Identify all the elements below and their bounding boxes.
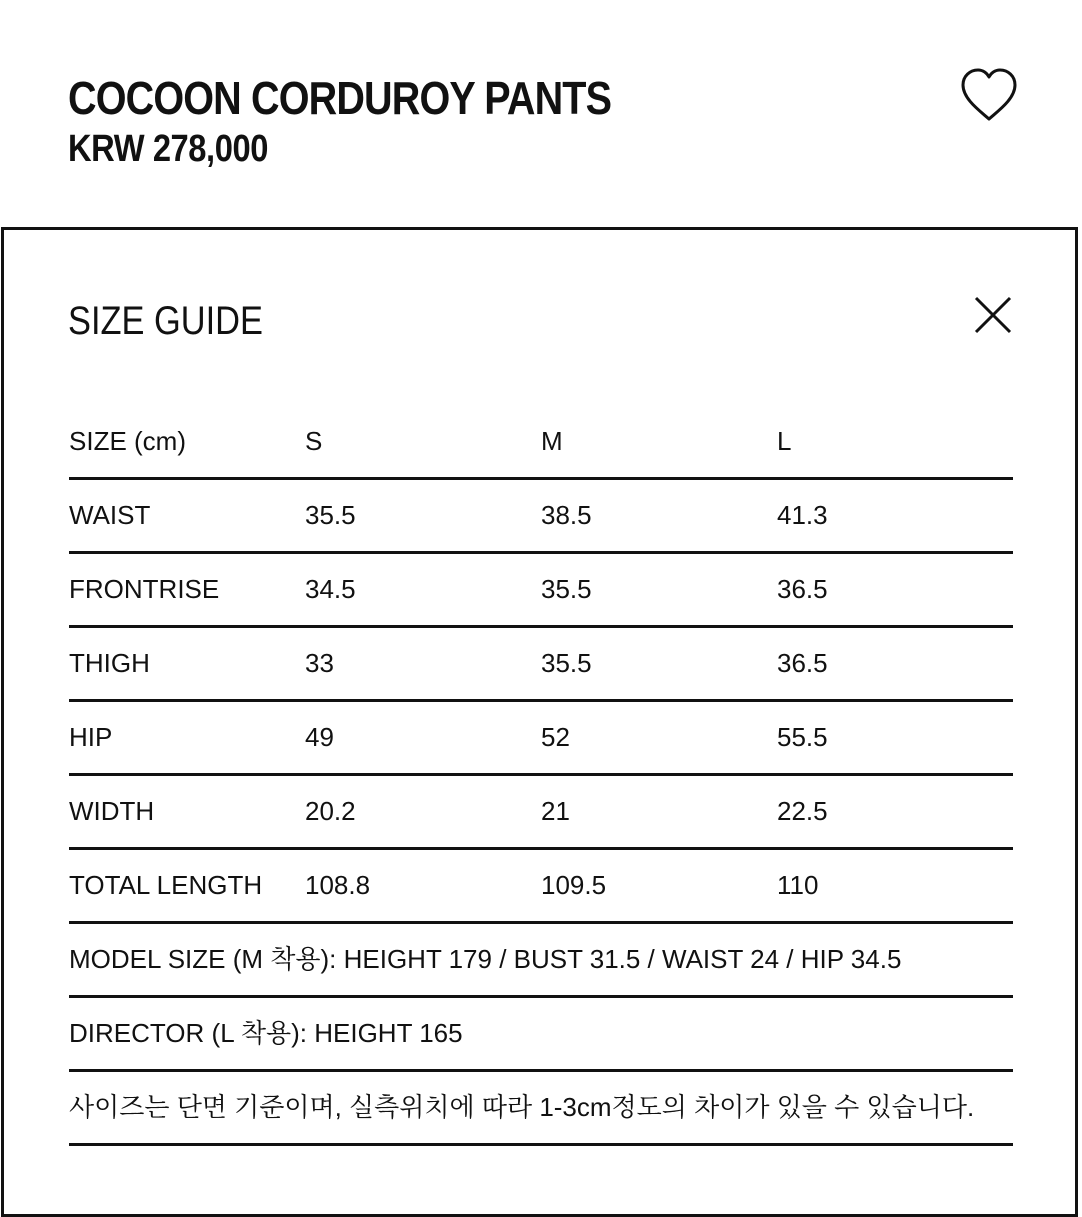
table-row-hip	[69, 702, 1013, 776]
column-header-m: M	[541, 426, 563, 456]
note-text: 사이즈는 단면 기준이며, 실측위치에 따라 1-3cm정도의 차이가 있을 수 있습니다.	[69, 1092, 975, 1122]
cell-l: 36.5	[777, 648, 828, 678]
note-director	[69, 998, 1013, 1072]
note-text: MODEL SIZE (M 착용): HEIGHT 179 / BUST 31.5 / WAIST 24 / HIP 34.5	[69, 944, 902, 974]
size-guide-title: SIZE GUIDE	[68, 299, 263, 343]
product-title: COCOON CORDUROY PANTS	[68, 72, 612, 124]
row-label: FRONTRISE	[69, 574, 220, 604]
cell-l: 41.3	[777, 500, 828, 530]
table-row-width	[69, 776, 1013, 850]
cell-l: 110	[777, 870, 819, 900]
cell-s: 49	[305, 722, 334, 752]
table-row-waist	[69, 480, 1013, 554]
table-row-total-length	[69, 850, 1013, 924]
cell-l: 55.5	[777, 722, 828, 752]
size-table	[69, 406, 1013, 1146]
wishlist-button[interactable]	[958, 66, 1020, 124]
note-model-size	[69, 924, 1013, 998]
row-label: WAIST	[69, 500, 151, 530]
column-header-l: L	[777, 426, 792, 456]
close-x-icon	[970, 292, 1016, 338]
cell-m: 109.5	[541, 870, 607, 900]
cell-s: 34.5	[305, 574, 356, 604]
cell-s: 35.5	[305, 500, 356, 530]
cell-s: 33	[305, 648, 334, 678]
cell-m: 52	[541, 722, 570, 752]
table-row-thigh	[69, 628, 1013, 702]
cell-m: 38.5	[541, 500, 592, 530]
note-text: DIRECTOR (L 착용): HEIGHT 165	[69, 1018, 463, 1048]
cell-l: 36.5	[777, 574, 828, 604]
cell-l: 22.5	[777, 796, 828, 826]
cell-m: 21	[541, 796, 570, 826]
column-header-size: SIZE (cm)	[69, 426, 186, 456]
close-button[interactable]	[970, 292, 1016, 338]
row-label: HIP	[69, 722, 113, 752]
cell-m: 35.5	[541, 648, 592, 678]
heart-outline-icon	[958, 66, 1020, 124]
row-label: WIDTH	[69, 796, 155, 826]
cell-s: 108.8	[305, 870, 371, 900]
row-label: TOTAL LENGTH	[69, 870, 263, 900]
row-label: THIGH	[69, 648, 150, 678]
product-price: KRW 278,000	[68, 128, 268, 170]
column-header-s: S	[305, 426, 323, 456]
table-row-frontrise	[69, 554, 1013, 628]
cell-s: 20.2	[305, 796, 356, 826]
table-header-row	[69, 406, 1013, 480]
cell-m: 35.5	[541, 574, 592, 604]
note-measurement	[69, 1072, 1013, 1146]
